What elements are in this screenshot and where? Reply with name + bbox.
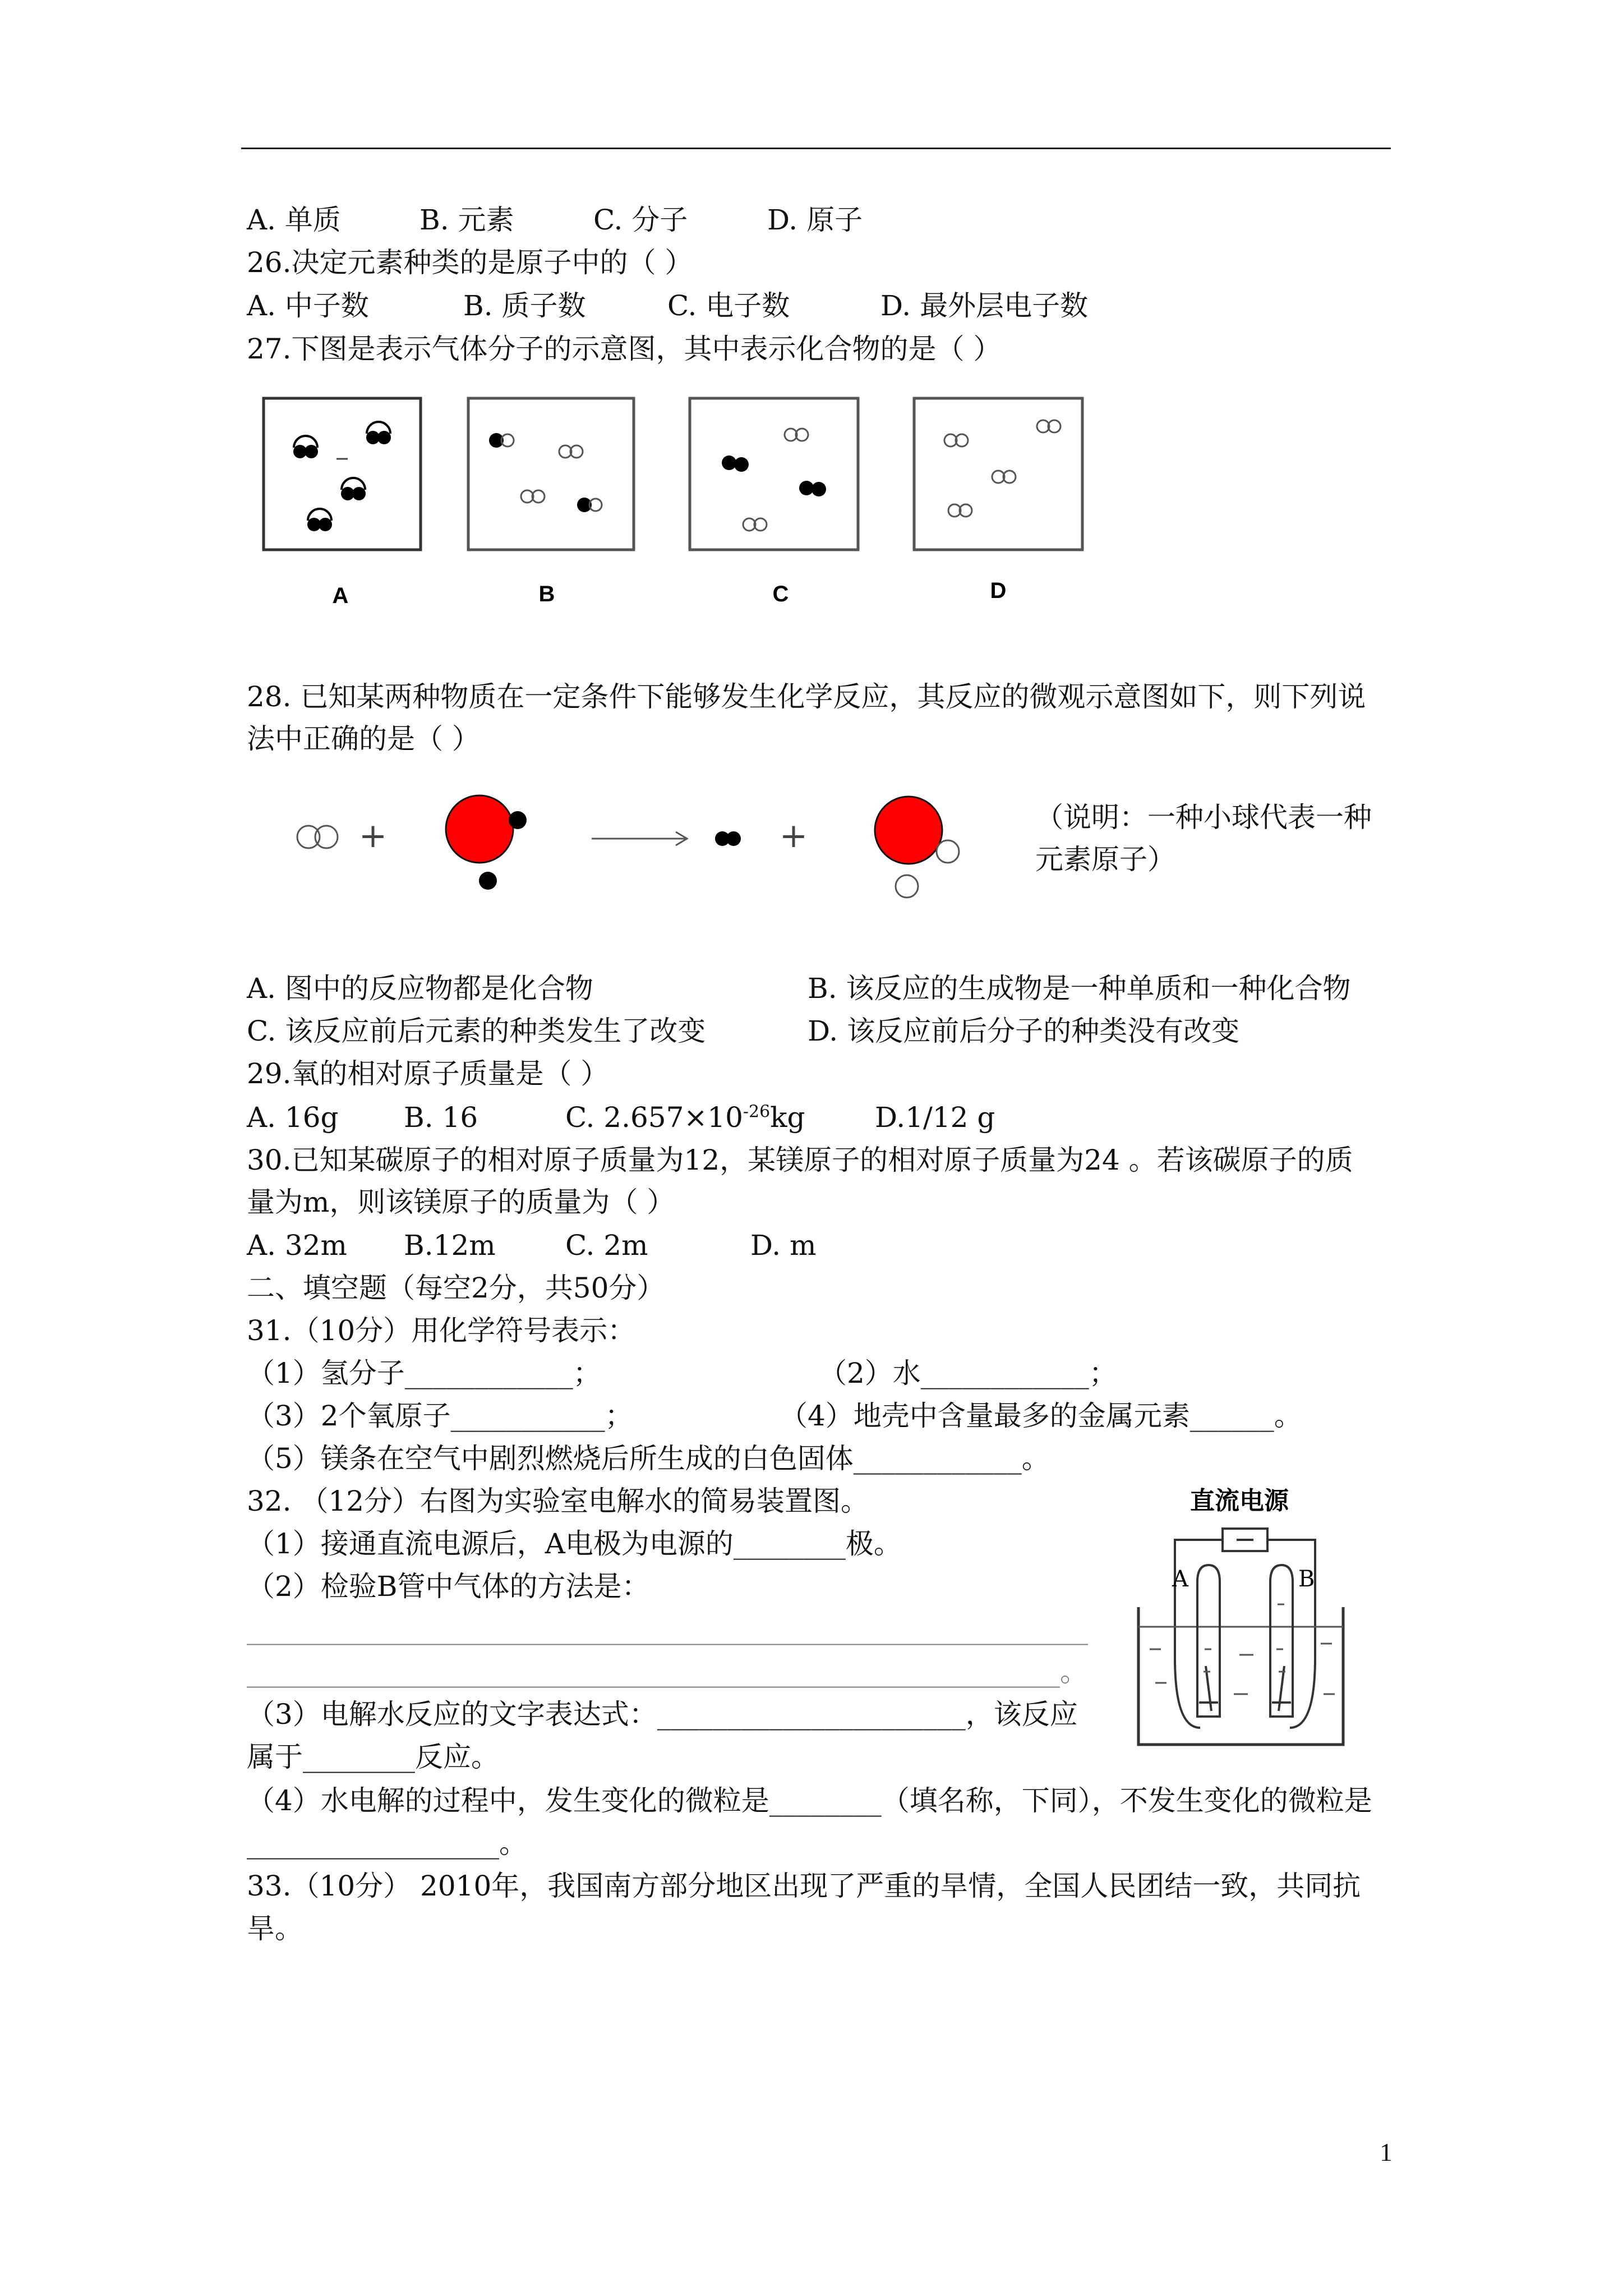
q28-option-a: A. 图中的反应物都是化合物: [247, 972, 593, 1005]
q27-box-c: [690, 398, 858, 550]
q32-part1: （1）接通直流电源后，A电极为电源的________极。: [247, 1527, 902, 1560]
q31-part5: （5）镁条在空气中剧烈燃烧后所生成的白色固体____________。: [247, 1442, 1050, 1475]
q27-box-b-molecules: [489, 433, 602, 512]
plus-sign-2: +: [779, 816, 808, 855]
q27-box-a-molecules: [293, 422, 391, 531]
q29-option-a: A. 16g: [247, 1101, 339, 1134]
q26-option-c: C. 电子数: [667, 289, 790, 322]
section-2-heading: 二、填空题（每空2分，共50分）: [247, 1272, 665, 1304]
q32-part3-line2: 属于________反应。: [247, 1741, 499, 1773]
q28-note-line1: （说明：一种小球代表一种: [1035, 801, 1372, 834]
q27-box-b: [468, 398, 634, 550]
q33-line1: 33.（10分） 2010年，我国南方部分地区出现了严重的旱情，全国人民团结一致，共同抗: [247, 1870, 1361, 1902]
q32-answer-line2: __________________________________________________________。: [247, 1655, 1088, 1688]
q27-label-c: C: [772, 582, 789, 606]
q28-reaction-figure: [280, 785, 1038, 909]
q32-stem: 32. （12分）右图为实验室电解水的简易装置图。: [247, 1485, 869, 1517]
q30-stem-line2: 量为m，则该镁原子的质量为（ ）: [247, 1186, 675, 1218]
apparatus-title: 直流电源: [1190, 1487, 1289, 1515]
q32-electrolysis-apparatus: [1133, 1481, 1357, 1750]
q26-option-b: B. 质子数: [463, 289, 586, 322]
q29-option-c: C. $2.657\times 10^{-26}kg$: [565, 1101, 805, 1134]
q32-answer-line1: ____________________________________________________________: [247, 1613, 1088, 1645]
q31-part1: （1）氢分子____________；: [247, 1357, 601, 1389]
q28-stem-line1: 28. 已知某两种物质在一定条件下能够发生化学反应，其反应的微观示意图如下，则下列说: [247, 680, 1366, 713]
q32-part4-line1: （4）水电解的过程中，发生变化的微粒是________（填名称，下同），不发生变化的微粒是: [247, 1784, 1372, 1817]
q29-stem: 29.氧的相对原子质量是（ ）: [247, 1057, 609, 1090]
q30-option-b: B.12m: [404, 1229, 496, 1262]
q31-part4: （4）地壳中含量最多的金属元素______。: [780, 1400, 1302, 1432]
q29-option-d: D.1/12 g: [875, 1101, 995, 1134]
beaker: [1138, 1607, 1343, 1745]
q27-label-a: A: [332, 583, 349, 608]
q25-option-c: C. 分子: [593, 204, 688, 236]
q30-option-a: A. 32m: [247, 1229, 347, 1262]
q25-option-a: A. 单质: [247, 204, 341, 236]
q28-option-c: C. 该反应前后元素的种类发生了改变: [247, 1015, 706, 1047]
q31-part2: （2）水____________；: [819, 1357, 1117, 1389]
header-rule: [241, 148, 1391, 149]
q26-option-d: D. 最外层电子数: [880, 289, 1089, 322]
q27-box-d-molecules: [944, 420, 1061, 517]
q32-part4-line2: __________________。: [247, 1827, 527, 1860]
plus-sign-1: +: [358, 816, 388, 855]
q32-part2: （2）检验B管中气体的方法是：: [247, 1570, 650, 1603]
q32-part3-line1: （3）电解水反应的文字表达式：______________________，该反应: [247, 1698, 1078, 1731]
page-number: 1: [1380, 2138, 1393, 2166]
q27-label-d: D: [990, 578, 1007, 603]
q26-option-a: A. 中子数: [247, 289, 369, 322]
q30-stem-line1: 30.已知某碳原子的相对原子质量为12，某镁原子的相对原子质量为24 。若该碳原子的质: [247, 1144, 1353, 1176]
q27-box-c-molecules: [722, 429, 826, 531]
q28-stem-line2: 法中正确的是（ ）: [247, 723, 480, 755]
q27-stem: 27.下图是表示气体分子的示意图，其中表示化合物的是（ ）: [247, 333, 1002, 365]
q30-option-c: C. 2m: [565, 1229, 648, 1262]
q29-option-b: B. 16: [404, 1101, 478, 1134]
q25-option-d: D. 原子: [767, 204, 863, 236]
q27-molecule-figure: [258, 393, 1099, 617]
q26-stem: 26.决定元素种类的是原子中的（ ）: [247, 246, 693, 279]
q31-part3: （3）2个氧原子___________；: [247, 1400, 633, 1432]
q28-option-d: D. 该反应前后分子的种类没有改变: [808, 1015, 1240, 1047]
apparatus-label-b: B: [1298, 1566, 1315, 1592]
q30-option-d: D. m: [750, 1229, 817, 1262]
q31-stem: 31.（10分）用化学符号表示：: [247, 1314, 636, 1347]
q27-label-b: B: [538, 582, 555, 606]
q33-line2: 旱。: [247, 1912, 303, 1945]
q28-note-line2: 元素原子）: [1035, 843, 1175, 876]
q27-box-a: [264, 398, 421, 550]
apparatus-label-a: A: [1172, 1566, 1188, 1592]
q28-option-b: B. 该反应的生成物是一种单质和一种化合物: [808, 972, 1351, 1005]
q25-option-b: B. 元素: [419, 204, 514, 236]
